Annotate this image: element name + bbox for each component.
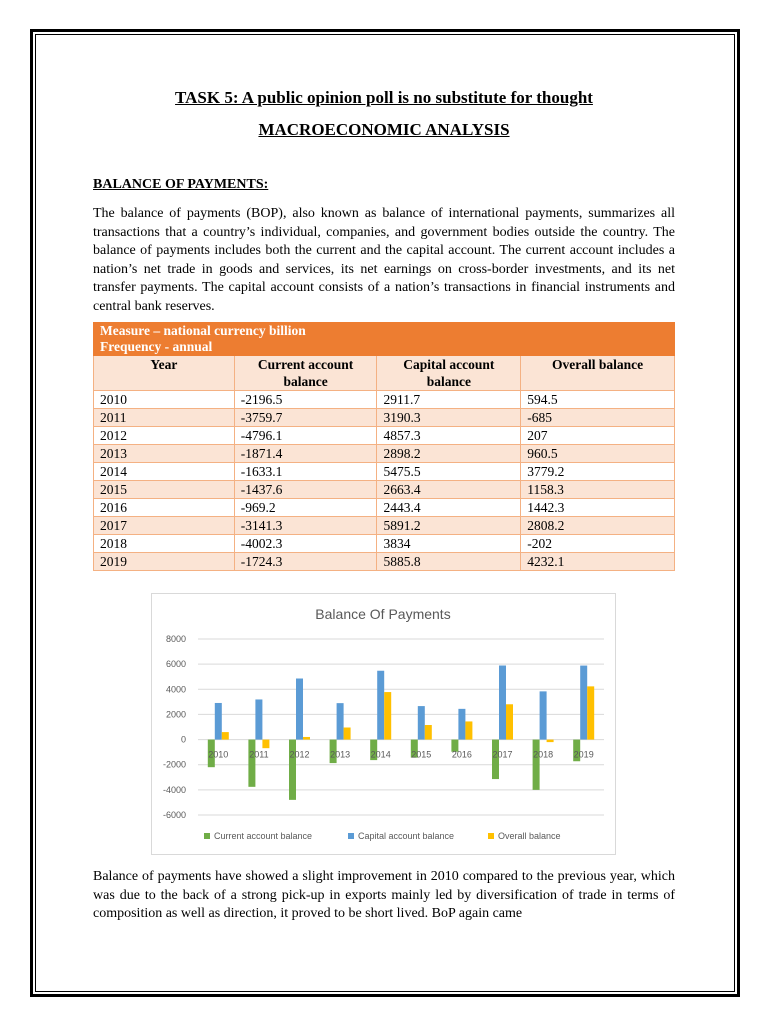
y-tick-label: -4000 bbox=[162, 784, 186, 795]
bar-capital-account-balance bbox=[540, 691, 547, 739]
table-cell-year: 2016 bbox=[94, 499, 235, 517]
table-header-overall: Overall balance bbox=[521, 356, 675, 391]
table-cell-overall: 3779.2 bbox=[521, 463, 675, 481]
table-cell-capital: 5475.5 bbox=[377, 463, 521, 481]
bar-overall-balance bbox=[262, 740, 269, 749]
table-cell-capital: 5891.2 bbox=[377, 517, 521, 535]
table-cell-capital: 5885.8 bbox=[377, 553, 521, 571]
intro-paragraph: The balance of payments (BOP), also known as balance of international payments, summarizes all transactions that a country’s individual, companies, and government bodies outside the country. The balance of payments includes both the current and the capital account. The current account includes a nation’s net trade in goods and services, its net earnings on cross-border investments, and its net transfer payments. The capital account consists of a nation’s transactions in financial instruments and central bank reserves. bbox=[93, 206, 675, 314]
bar-overall-balance bbox=[465, 721, 472, 739]
table-cell-current: -3759.7 bbox=[234, 409, 377, 427]
legend-label: Current account balance bbox=[214, 831, 313, 841]
x-tick-label: 2012 bbox=[289, 749, 310, 760]
table-cell-overall: 2808.2 bbox=[521, 517, 675, 535]
table-frequency-label: Frequency - annual bbox=[94, 339, 675, 356]
table-cell-year: 2018 bbox=[94, 535, 235, 553]
table-cell-current: -2196.5 bbox=[234, 391, 377, 409]
table-cell-year: 2011 bbox=[94, 409, 235, 427]
bar-capital-account-balance bbox=[377, 671, 384, 740]
table-cell-capital: 2898.2 bbox=[377, 445, 521, 463]
bar-overall-balance bbox=[547, 740, 554, 743]
x-tick-label: 2014 bbox=[370, 749, 391, 760]
bar-capital-account-balance bbox=[296, 679, 303, 740]
table-cell-overall: 207 bbox=[521, 427, 675, 445]
bar-capital-account-balance bbox=[215, 703, 222, 740]
legend-label: Overall balance bbox=[498, 831, 561, 841]
table-row bbox=[94, 463, 675, 481]
table-cell-current: -969.2 bbox=[234, 499, 377, 517]
legend-label: Capital account balance bbox=[358, 831, 455, 841]
table-row bbox=[94, 409, 675, 427]
bar-overall-balance bbox=[303, 737, 310, 740]
table-row bbox=[94, 481, 675, 499]
table-row bbox=[94, 427, 675, 445]
bar-overall-balance bbox=[506, 704, 513, 739]
document-subtitle: MACROECONOMIC ANALYSIS bbox=[258, 120, 510, 139]
table-header-current: Current account balance bbox=[234, 356, 377, 391]
table-cell-current: -1724.3 bbox=[234, 553, 377, 571]
table-row bbox=[94, 553, 675, 571]
closing-paragraph: Balance of payments have showed a slight improvement in 2010 compared to the previous year, which was due to the back of a strong pick-up in exports mainly led by diversification of trade in terms of composition as well as direction, it proved to be short lived. BoP again came bbox=[93, 869, 675, 922]
bar-capital-account-balance bbox=[499, 666, 506, 740]
table-cell-overall: 1158.3 bbox=[521, 481, 675, 499]
table-cell-year: 2012 bbox=[94, 427, 235, 445]
table-cell-year: 2010 bbox=[94, 391, 235, 409]
table-cell-year: 2015 bbox=[94, 481, 235, 499]
table-cell-overall: -202 bbox=[521, 535, 675, 553]
bar-current-account-balance bbox=[248, 740, 255, 787]
bop-chart-svg bbox=[152, 594, 615, 854]
table-cell-overall: 1442.3 bbox=[521, 499, 675, 517]
bop-chart bbox=[151, 593, 616, 855]
table-cell-capital: 3834 bbox=[377, 535, 521, 553]
table-row bbox=[94, 535, 675, 553]
table-cell-overall: 960.5 bbox=[521, 445, 675, 463]
table-cell-capital: 2663.4 bbox=[377, 481, 521, 499]
bar-overall-balance bbox=[222, 732, 229, 739]
y-tick-label: 6000 bbox=[165, 659, 186, 670]
table-cell-current: -1437.6 bbox=[234, 481, 377, 499]
x-tick-label: 2013 bbox=[330, 749, 351, 760]
table-header-capital: Capital account balance bbox=[377, 356, 521, 391]
table-cell-capital: 4857.3 bbox=[377, 427, 521, 445]
x-tick-label: 2010 bbox=[208, 749, 229, 760]
chart-title: Balance Of Payments bbox=[315, 606, 451, 622]
y-tick-label: 8000 bbox=[165, 634, 186, 644]
table-row bbox=[94, 391, 675, 409]
table-cell-current: -1633.1 bbox=[234, 463, 377, 481]
x-tick-label: 2016 bbox=[451, 749, 472, 760]
legend-swatch bbox=[348, 833, 354, 839]
bar-overall-balance bbox=[425, 725, 432, 740]
table-row bbox=[94, 499, 675, 517]
bar-overall-balance bbox=[344, 727, 351, 739]
section-heading: BALANCE OF PAYMENTS: bbox=[93, 177, 269, 192]
table-cell-overall: 594.5 bbox=[521, 391, 675, 409]
table-cell-year: 2017 bbox=[94, 517, 235, 535]
bar-capital-account-balance bbox=[337, 703, 344, 739]
table-cell-current: -4796.1 bbox=[234, 427, 377, 445]
x-tick-label: 2011 bbox=[249, 749, 269, 760]
x-tick-label: 2019 bbox=[573, 749, 594, 760]
table-cell-year: 2014 bbox=[94, 463, 235, 481]
y-tick-label: -2000 bbox=[162, 759, 186, 770]
table-measure-label: Measure – national currency billion bbox=[94, 323, 675, 340]
table-header-year: Year bbox=[94, 356, 235, 391]
bar-current-account-balance bbox=[533, 740, 540, 790]
table-cell-year: 2019 bbox=[94, 553, 235, 571]
y-tick-label: -6000 bbox=[162, 810, 186, 820]
y-tick-label: 2000 bbox=[165, 709, 186, 720]
x-tick-label: 2015 bbox=[411, 749, 432, 760]
legend-swatch bbox=[204, 833, 210, 839]
bar-overall-balance bbox=[384, 692, 391, 740]
table-row bbox=[94, 517, 675, 535]
bop-table bbox=[93, 322, 675, 571]
y-tick-label: 0 bbox=[180, 734, 186, 745]
table-cell-overall: -685 bbox=[521, 409, 675, 427]
x-tick-label: 2017 bbox=[492, 749, 513, 760]
bar-capital-account-balance bbox=[255, 699, 262, 739]
bar-capital-account-balance bbox=[580, 666, 587, 740]
table-cell-capital: 2443.4 bbox=[377, 499, 521, 517]
table-cell-year: 2013 bbox=[94, 445, 235, 463]
document-title: TASK 5: A public opinion poll is no substitute for thought bbox=[175, 88, 593, 107]
table-cell-capital: 2911.7 bbox=[377, 391, 521, 409]
y-tick-label: 4000 bbox=[165, 684, 186, 695]
table-cell-current: -1871.4 bbox=[234, 445, 377, 463]
bar-overall-balance bbox=[587, 686, 594, 739]
table-cell-capital: 3190.3 bbox=[377, 409, 521, 427]
table-cell-current: -3141.3 bbox=[234, 517, 377, 535]
table-cell-overall: 4232.1 bbox=[521, 553, 675, 571]
table-header-row bbox=[94, 356, 675, 391]
table-row bbox=[94, 445, 675, 463]
bar-capital-account-balance bbox=[458, 709, 465, 740]
bar-capital-account-balance bbox=[418, 706, 425, 739]
table-cell-current: -4002.3 bbox=[234, 535, 377, 553]
x-tick-label: 2018 bbox=[533, 749, 554, 760]
legend-swatch bbox=[488, 833, 494, 839]
